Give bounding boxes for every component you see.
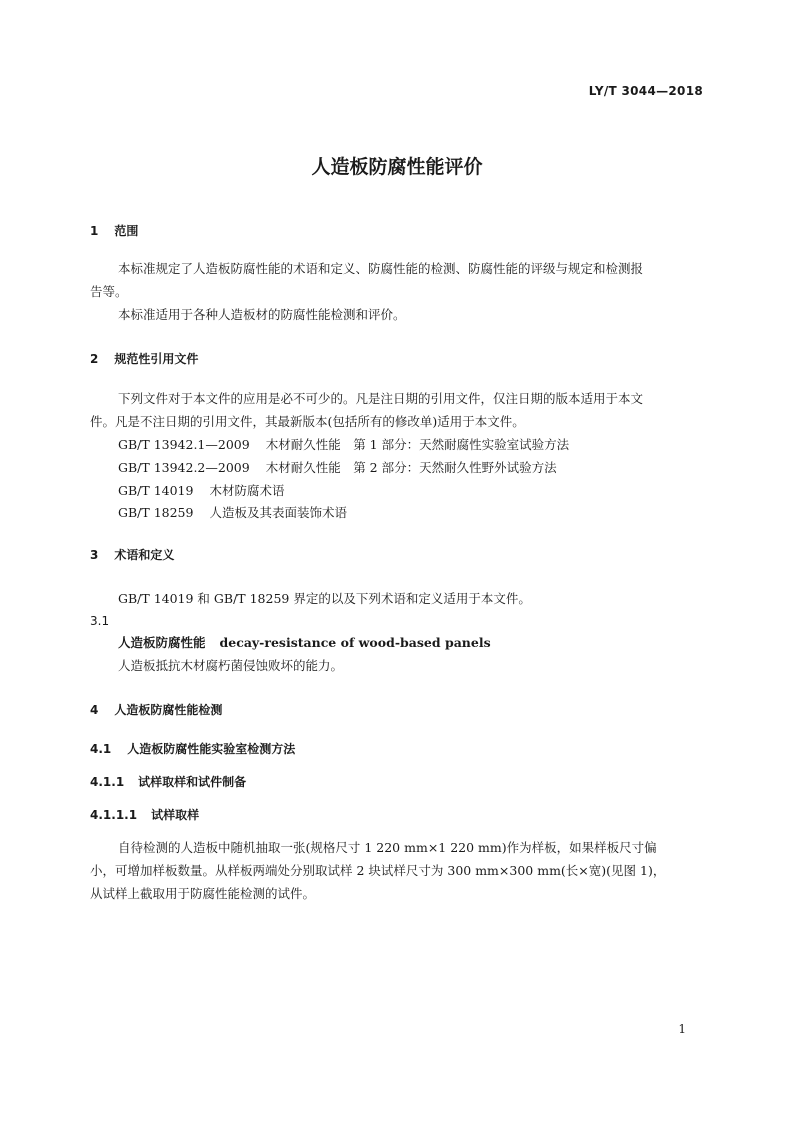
- section-title: 人造板防腐性能检测: [114, 703, 223, 717]
- reference-title: 木材防腐术语: [209, 483, 285, 498]
- term-definition: 人造板抵抗木材腐朽菌侵蚀败坏的能力。: [118, 658, 344, 673]
- reference-item: [118, 501, 347, 524]
- reference-code: GB/T 13942.1—2009: [118, 437, 250, 452]
- subsection-4-1-heading: [90, 740, 295, 757]
- term-number: 3.1: [90, 614, 110, 628]
- section-3-heading: [90, 546, 174, 563]
- paragraph-line: 本标准规定了人造板防腐性能的术语和定义、防腐性能的检测、防腐性能的评级与规定和检测报: [118, 261, 644, 276]
- paragraph-line: 自待检测的人造板中随机抽取一张(规格尺寸 1 220 mm×1 220 mm)作为样板，如果样板尺寸偏: [118, 840, 657, 855]
- section-number: 4: [90, 703, 99, 717]
- section-1-heading: [90, 222, 138, 239]
- section-4-heading: [90, 701, 222, 718]
- page-number: 1: [678, 1022, 686, 1036]
- reference-code: GB/T 18259: [118, 505, 194, 520]
- section-2-heading: [90, 350, 198, 367]
- reference-item: [118, 456, 557, 479]
- reference-title: 人造板及其表面装饰术语: [209, 505, 347, 520]
- reference-code: GB/T 13942.2—2009: [118, 460, 250, 475]
- subsection-title: 人造板防腐性能实验室检测方法: [127, 742, 296, 756]
- section-number: 1: [90, 224, 99, 238]
- paragraph-line: 下列文件对于本文件的应用是必不可少的。凡是注日期的引用文件，仅注日期的版本适用于本文: [118, 391, 644, 406]
- subsection-number: 4.1.1.1: [90, 808, 138, 822]
- section-title: 范围: [114, 224, 139, 238]
- paragraph-line: 从试样上截取用于防腐性能检测的试件。: [90, 886, 316, 901]
- subsection-4-1-1-heading: [90, 773, 246, 790]
- paragraph: GB/T 14019 和 GB/T 18259 界定的以及下列术语和定义适用于本文件。: [118, 591, 531, 606]
- section-title: 规范性引用文件: [114, 352, 199, 366]
- paragraph: 本标准适用于各种人造板材的防腐性能检测和评价。: [118, 307, 406, 322]
- term-entry: [118, 631, 491, 654]
- paragraph-line: 件。凡是不注日期的引用文件，其最新版本(包括所有的修改单)适用于本文件。: [90, 414, 525, 429]
- reference-item: [118, 479, 284, 502]
- subsection-title: 试样取样和试件制备: [138, 775, 247, 789]
- subsection-number: 4.1.1: [90, 775, 125, 789]
- subsection-number: 4.1: [90, 742, 112, 756]
- term-chinese: 人造板防腐性能: [118, 635, 206, 650]
- section-number: 2: [90, 352, 99, 366]
- term-english: decay-resistance of wood-based panels: [219, 635, 491, 650]
- page-title: 人造板防腐性能评价: [311, 156, 483, 178]
- subsection-4-1-1-1-heading: [90, 806, 199, 823]
- reference-title: 木材耐久性能 第 1 部分：天然耐腐性实验室试验方法: [265, 437, 570, 452]
- reference-title: 木材耐久性能 第 2 部分：天然耐久性野外试验方法: [265, 460, 557, 475]
- paragraph-line: 小，可增加样板数量。从样板两端处分别取试样 2 块试样尺寸为 300 mm×300 mm(长×宽)(见图 1)，: [90, 863, 666, 878]
- paragraph-line: 告等。: [90, 284, 128, 299]
- reference-item: [118, 433, 569, 456]
- section-number: 3: [90, 548, 99, 562]
- subsection-title: 试样取样: [151, 808, 200, 822]
- standard-code: LY/T 3044—2018: [588, 84, 703, 98]
- reference-code: GB/T 14019: [118, 483, 194, 498]
- section-title: 术语和定义: [114, 548, 175, 562]
